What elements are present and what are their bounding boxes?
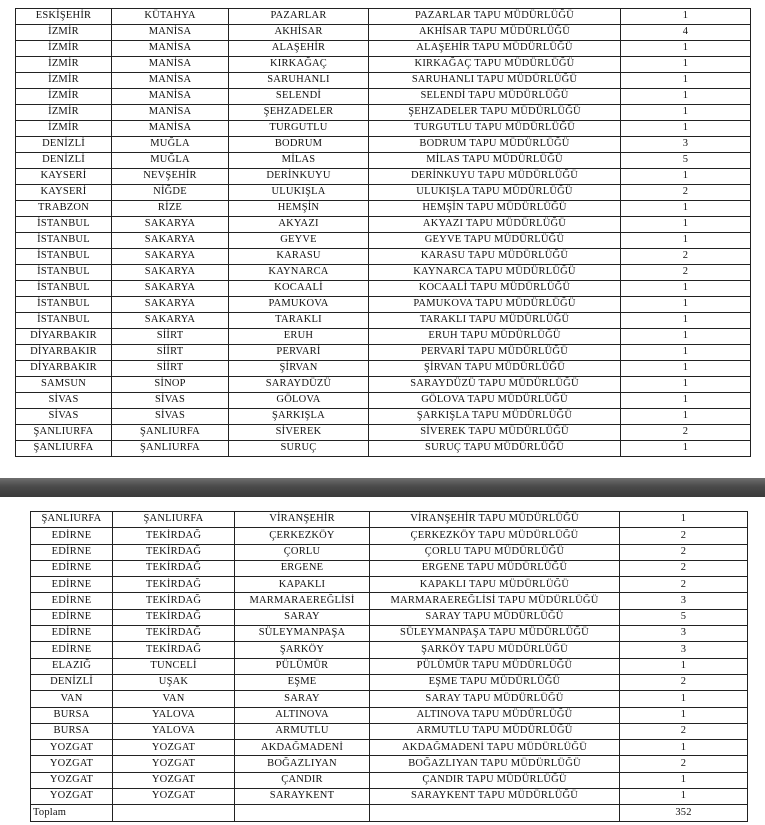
count-cell: 2 bbox=[620, 577, 748, 593]
province-cell: ŞANLIURFA bbox=[113, 512, 235, 528]
district-cell: ÇORLU bbox=[235, 544, 370, 560]
district-cell: PAZARLAR bbox=[229, 9, 369, 25]
count-cell: 1 bbox=[620, 789, 748, 805]
table-body bbox=[16, 9, 751, 457]
district-cell: SURUÇ bbox=[229, 441, 369, 457]
district-cell: SARAY bbox=[235, 691, 370, 707]
region-cell: VAN bbox=[31, 691, 113, 707]
district-cell: GEYVE bbox=[229, 233, 369, 249]
province-cell: TEKİRDAĞ bbox=[113, 560, 235, 576]
table-row bbox=[16, 9, 751, 25]
region-cell: YOZGAT bbox=[31, 740, 113, 756]
office-cell: ALAŞEHİR TAPU MÜDÜRLÜĞÜ bbox=[369, 41, 621, 57]
table-row bbox=[16, 169, 751, 185]
province-cell: TEKİRDAĞ bbox=[113, 593, 235, 609]
office-cell: AKYAZI TAPU MÜDÜRLÜĞÜ bbox=[369, 217, 621, 233]
province-cell: YOZGAT bbox=[113, 789, 235, 805]
office-cell: BOĞAZLIYAN TAPU MÜDÜRLÜĞÜ bbox=[370, 756, 620, 772]
table-row bbox=[16, 297, 751, 313]
count-cell: 1 bbox=[621, 329, 751, 345]
table-row bbox=[16, 41, 751, 57]
empty-cell bbox=[370, 805, 620, 821]
region-cell: DENİZLİ bbox=[16, 137, 112, 153]
count-cell: 1 bbox=[621, 393, 751, 409]
table-row bbox=[16, 441, 751, 457]
province-cell: MANİSA bbox=[112, 89, 229, 105]
table-row bbox=[31, 789, 748, 805]
region-cell: İSTANBUL bbox=[16, 297, 112, 313]
count-cell: 1 bbox=[621, 121, 751, 137]
office-cell: HEMŞİN TAPU MÜDÜRLÜĞÜ bbox=[369, 201, 621, 217]
region-cell: YOZGAT bbox=[31, 756, 113, 772]
district-cell: EŞME bbox=[235, 674, 370, 690]
office-cell: SARAYKENT TAPU MÜDÜRLÜĞÜ bbox=[370, 789, 620, 805]
office-cell: DERİNKUYU TAPU MÜDÜRLÜĞÜ bbox=[369, 169, 621, 185]
province-cell: YOZGAT bbox=[113, 756, 235, 772]
district-cell: HEMŞİN bbox=[229, 201, 369, 217]
office-cell: VİRANŞEHİR TAPU MÜDÜRLÜĞÜ bbox=[370, 512, 620, 528]
office-cell: PAMUKOVA TAPU MÜDÜRLÜĞÜ bbox=[369, 297, 621, 313]
province-cell: NİĞDE bbox=[112, 185, 229, 201]
region-cell: KAYSERİ bbox=[16, 169, 112, 185]
region-cell: EDİRNE bbox=[31, 642, 113, 658]
office-cell: SARUHANLI TAPU MÜDÜRLÜĞÜ bbox=[369, 73, 621, 89]
region-cell: İZMİR bbox=[16, 73, 112, 89]
table-row bbox=[31, 512, 748, 528]
office-cell: SÜLEYMANPAŞA TAPU MÜDÜRLÜĞÜ bbox=[370, 626, 620, 642]
office-cell: EŞME TAPU MÜDÜRLÜĞÜ bbox=[370, 674, 620, 690]
count-cell: 1 bbox=[620, 740, 748, 756]
count-cell: 2 bbox=[620, 723, 748, 739]
district-cell: ŞARKIŞLA bbox=[229, 409, 369, 425]
office-cell: ARMUTLU TAPU MÜDÜRLÜĞÜ bbox=[370, 723, 620, 739]
count-cell: 1 bbox=[621, 377, 751, 393]
region-cell: ESKİŞEHİR bbox=[16, 9, 112, 25]
count-cell: 1 bbox=[621, 441, 751, 457]
province-cell: YOZGAT bbox=[113, 772, 235, 788]
count-cell: 1 bbox=[621, 409, 751, 425]
office-cell: SARAY TAPU MÜDÜRLÜĞÜ bbox=[370, 691, 620, 707]
total-value: 352 bbox=[620, 805, 748, 821]
district-cell: ŞİRVAN bbox=[229, 361, 369, 377]
office-cell: PAZARLAR TAPU MÜDÜRLÜĞÜ bbox=[369, 9, 621, 25]
province-cell: SAKARYA bbox=[112, 281, 229, 297]
office-cell: SARAY TAPU MÜDÜRLÜĞÜ bbox=[370, 609, 620, 625]
count-cell: 1 bbox=[621, 313, 751, 329]
count-cell: 1 bbox=[620, 512, 748, 528]
table-row bbox=[31, 756, 748, 772]
province-cell: TEKİRDAĞ bbox=[113, 609, 235, 625]
table-row bbox=[31, 609, 748, 625]
region-cell: EDİRNE bbox=[31, 626, 113, 642]
region-cell: İZMİR bbox=[16, 41, 112, 57]
count-cell: 1 bbox=[621, 233, 751, 249]
document-page-2 bbox=[0, 497, 765, 825]
office-cell: ULUKIŞLA TAPU MÜDÜRLÜĞÜ bbox=[369, 185, 621, 201]
table-row bbox=[31, 658, 748, 674]
region-cell: SAMSUN bbox=[16, 377, 112, 393]
table-row bbox=[31, 740, 748, 756]
region-cell: EDİRNE bbox=[31, 577, 113, 593]
region-cell: ŞANLIURFA bbox=[16, 425, 112, 441]
region-cell: SİVAS bbox=[16, 393, 112, 409]
office-cell: GÖLOVA TAPU MÜDÜRLÜĞÜ bbox=[369, 393, 621, 409]
table-row bbox=[16, 233, 751, 249]
district-cell: PAMUKOVA bbox=[229, 297, 369, 313]
province-cell: TUNCELİ bbox=[113, 658, 235, 674]
table-row bbox=[16, 137, 751, 153]
count-cell: 1 bbox=[620, 658, 748, 674]
district-cell: MİLAS bbox=[229, 153, 369, 169]
region-cell: İSTANBUL bbox=[16, 281, 112, 297]
region-cell: EDİRNE bbox=[31, 593, 113, 609]
table-row bbox=[16, 313, 751, 329]
district-cell: TURGUTLU bbox=[229, 121, 369, 137]
count-cell: 1 bbox=[621, 41, 751, 57]
count-cell: 1 bbox=[621, 201, 751, 217]
table-row bbox=[16, 281, 751, 297]
table-row bbox=[16, 121, 751, 137]
region-cell: YOZGAT bbox=[31, 772, 113, 788]
table-row bbox=[31, 577, 748, 593]
page-separator bbox=[0, 478, 765, 497]
region-cell: SİVAS bbox=[16, 409, 112, 425]
count-cell: 3 bbox=[620, 642, 748, 658]
district-cell: ERGENE bbox=[235, 560, 370, 576]
office-cell: GEYVE TAPU MÜDÜRLÜĞÜ bbox=[369, 233, 621, 249]
province-cell: MANİSA bbox=[112, 25, 229, 41]
district-cell: ÇANDIR bbox=[235, 772, 370, 788]
province-cell: TEKİRDAĞ bbox=[113, 642, 235, 658]
province-cell: SAKARYA bbox=[112, 297, 229, 313]
office-cell: KIRKAĞAÇ TAPU MÜDÜRLÜĞÜ bbox=[369, 57, 621, 73]
office-cell: MİLAS TAPU MÜDÜRLÜĞÜ bbox=[369, 153, 621, 169]
count-cell: 4 bbox=[621, 25, 751, 41]
province-cell: SİVAS bbox=[112, 409, 229, 425]
office-cell: ŞARKIŞLA TAPU MÜDÜRLÜĞÜ bbox=[369, 409, 621, 425]
district-cell: SELENDİ bbox=[229, 89, 369, 105]
region-cell: İZMİR bbox=[16, 121, 112, 137]
province-cell: ŞANLIURFA bbox=[112, 441, 229, 457]
count-cell: 1 bbox=[621, 297, 751, 313]
count-cell: 3 bbox=[620, 626, 748, 642]
count-cell: 3 bbox=[621, 137, 751, 153]
province-cell: SİİRT bbox=[112, 329, 229, 345]
province-cell: ŞANLIURFA bbox=[112, 425, 229, 441]
count-cell: 2 bbox=[620, 674, 748, 690]
office-cell: SİVEREK TAPU MÜDÜRLÜĞÜ bbox=[369, 425, 621, 441]
table-row bbox=[16, 409, 751, 425]
table-row bbox=[16, 73, 751, 89]
district-cell: KARASU bbox=[229, 249, 369, 265]
empty-cell bbox=[113, 805, 235, 821]
table-row bbox=[16, 345, 751, 361]
region-cell: BURSA bbox=[31, 707, 113, 723]
count-cell: 2 bbox=[621, 425, 751, 441]
count-cell: 2 bbox=[621, 249, 751, 265]
region-cell: ŞANLIURFA bbox=[16, 441, 112, 457]
office-cell: ALTINOVA TAPU MÜDÜRLÜĞÜ bbox=[370, 707, 620, 723]
region-cell: İZMİR bbox=[16, 25, 112, 41]
province-cell: MUĞLA bbox=[112, 153, 229, 169]
table-row bbox=[16, 249, 751, 265]
count-cell: 1 bbox=[621, 169, 751, 185]
table-row bbox=[31, 560, 748, 576]
office-cell: PERVARİ TAPU MÜDÜRLÜĞÜ bbox=[369, 345, 621, 361]
region-cell: İSTANBUL bbox=[16, 233, 112, 249]
province-cell: UŞAK bbox=[113, 674, 235, 690]
province-cell: RİZE bbox=[112, 201, 229, 217]
district-cell: KAPAKLI bbox=[235, 577, 370, 593]
total-row bbox=[31, 805, 748, 821]
region-cell: EDİRNE bbox=[31, 560, 113, 576]
count-cell: 5 bbox=[620, 609, 748, 625]
district-cell: AKYAZI bbox=[229, 217, 369, 233]
region-cell: YOZGAT bbox=[31, 789, 113, 805]
region-cell: DİYARBAKIR bbox=[16, 345, 112, 361]
region-cell: EDİRNE bbox=[31, 528, 113, 544]
count-cell: 1 bbox=[621, 105, 751, 121]
district-cell: KIRKAĞAÇ bbox=[229, 57, 369, 73]
office-cell: AKHİSAR TAPU MÜDÜRLÜĞÜ bbox=[369, 25, 621, 41]
province-cell: SAKARYA bbox=[112, 217, 229, 233]
region-cell: EDİRNE bbox=[31, 544, 113, 560]
district-cell: PERVARİ bbox=[229, 345, 369, 361]
district-cell: PÜLÜMÜR bbox=[235, 658, 370, 674]
count-cell: 2 bbox=[620, 544, 748, 560]
district-cell: SARAYDÜZÜ bbox=[229, 377, 369, 393]
district-cell: SİVEREK bbox=[229, 425, 369, 441]
table-row bbox=[16, 201, 751, 217]
table-row bbox=[31, 642, 748, 658]
table-row bbox=[16, 265, 751, 281]
table-row bbox=[16, 105, 751, 121]
table-row bbox=[16, 89, 751, 105]
table-row bbox=[16, 377, 751, 393]
empty-cell bbox=[235, 805, 370, 821]
count-cell: 1 bbox=[621, 89, 751, 105]
count-cell: 2 bbox=[620, 560, 748, 576]
province-cell: YALOVA bbox=[113, 707, 235, 723]
district-cell: ULUKIŞLA bbox=[229, 185, 369, 201]
count-cell: 1 bbox=[620, 707, 748, 723]
office-cell: ÇORLU TAPU MÜDÜRLÜĞÜ bbox=[370, 544, 620, 560]
table-row bbox=[16, 217, 751, 233]
province-cell: TEKİRDAĞ bbox=[113, 626, 235, 642]
province-cell: YALOVA bbox=[113, 723, 235, 739]
province-cell: SİİRT bbox=[112, 345, 229, 361]
district-cell: SARAYKENT bbox=[235, 789, 370, 805]
count-cell: 1 bbox=[621, 281, 751, 297]
province-cell: NEVŞEHİR bbox=[112, 169, 229, 185]
province-cell: YOZGAT bbox=[113, 740, 235, 756]
office-cell: TARAKLI TAPU MÜDÜRLÜĞÜ bbox=[369, 313, 621, 329]
table-row bbox=[16, 361, 751, 377]
region-cell: DİYARBAKIR bbox=[16, 361, 112, 377]
province-cell: SAKARYA bbox=[112, 249, 229, 265]
table-row bbox=[16, 25, 751, 41]
region-cell: ŞANLIURFA bbox=[31, 512, 113, 528]
count-cell: 1 bbox=[620, 772, 748, 788]
office-cell: SURUÇ TAPU MÜDÜRLÜĞÜ bbox=[369, 441, 621, 457]
table-row bbox=[31, 691, 748, 707]
count-cell: 1 bbox=[621, 57, 751, 73]
district-cell: GÖLOVA bbox=[229, 393, 369, 409]
table-row bbox=[16, 153, 751, 169]
count-cell: 1 bbox=[621, 9, 751, 25]
district-cell: BOĞAZLIYAN bbox=[235, 756, 370, 772]
office-cell: ŞİRVAN TAPU MÜDÜRLÜĞÜ bbox=[369, 361, 621, 377]
count-cell: 2 bbox=[621, 185, 751, 201]
province-cell: SİİRT bbox=[112, 361, 229, 377]
province-cell: TEKİRDAĞ bbox=[113, 577, 235, 593]
district-cell: VİRANŞEHİR bbox=[235, 512, 370, 528]
district-cell: AKDAĞMADENİ bbox=[235, 740, 370, 756]
office-cell: SARAYDÜZÜ TAPU MÜDÜRLÜĞÜ bbox=[369, 377, 621, 393]
count-cell: 2 bbox=[620, 528, 748, 544]
table-row bbox=[16, 57, 751, 73]
region-cell: İZMİR bbox=[16, 105, 112, 121]
office-cell: ÇERKEZKÖY TAPU MÜDÜRLÜĞÜ bbox=[370, 528, 620, 544]
province-cell: KÜTAHYA bbox=[112, 9, 229, 25]
region-cell: BURSA bbox=[31, 723, 113, 739]
office-cell: KAPAKLI TAPU MÜDÜRLÜĞÜ bbox=[370, 577, 620, 593]
district-cell: ÇERKEZKÖY bbox=[235, 528, 370, 544]
region-cell: DENİZLİ bbox=[16, 153, 112, 169]
office-cell: ŞARKÖY TAPU MÜDÜRLÜĞÜ bbox=[370, 642, 620, 658]
office-cell: KOCAALİ TAPU MÜDÜRLÜĞÜ bbox=[369, 281, 621, 297]
district-cell: BODRUM bbox=[229, 137, 369, 153]
district-cell: KAYNARCA bbox=[229, 265, 369, 281]
province-cell: MUĞLA bbox=[112, 137, 229, 153]
province-cell: TEKİRDAĞ bbox=[113, 544, 235, 560]
office-cell: SELENDİ TAPU MÜDÜRLÜĞÜ bbox=[369, 89, 621, 105]
region-cell: İSTANBUL bbox=[16, 313, 112, 329]
province-cell: SİVAS bbox=[112, 393, 229, 409]
district-cell: MARMARAEREĞLİSİ bbox=[235, 593, 370, 609]
province-cell: MANİSA bbox=[112, 57, 229, 73]
office-cell: KARASU TAPU MÜDÜRLÜĞÜ bbox=[369, 249, 621, 265]
district-cell: SARUHANLI bbox=[229, 73, 369, 89]
count-cell: 1 bbox=[621, 361, 751, 377]
province-cell: MANİSA bbox=[112, 41, 229, 57]
count-cell: 2 bbox=[621, 265, 751, 281]
district-cell: ERUH bbox=[229, 329, 369, 345]
district-cell: ŞEHZADELER bbox=[229, 105, 369, 121]
count-cell: 1 bbox=[620, 691, 748, 707]
district-cell: TARAKLI bbox=[229, 313, 369, 329]
table-row bbox=[16, 393, 751, 409]
province-cell: MANİSA bbox=[112, 121, 229, 137]
region-cell: İZMİR bbox=[16, 57, 112, 73]
region-cell: TRABZON bbox=[16, 201, 112, 217]
region-cell: DENİZLİ bbox=[31, 674, 113, 690]
table-row bbox=[31, 772, 748, 788]
count-cell: 1 bbox=[621, 217, 751, 233]
office-cell: ERGENE TAPU MÜDÜRLÜĞÜ bbox=[370, 560, 620, 576]
province-cell: TEKİRDAĞ bbox=[113, 528, 235, 544]
district-cell: SARAY bbox=[235, 609, 370, 625]
region-cell: DİYARBAKIR bbox=[16, 329, 112, 345]
region-cell: EDİRNE bbox=[31, 609, 113, 625]
district-cell: ARMUTLU bbox=[235, 723, 370, 739]
region-cell: İSTANBUL bbox=[16, 217, 112, 233]
office-cell: ERUH TAPU MÜDÜRLÜĞÜ bbox=[369, 329, 621, 345]
district-cell: ALAŞEHİR bbox=[229, 41, 369, 57]
district-cell: ALTINOVA bbox=[235, 707, 370, 723]
office-cell: ŞEHZADELER TAPU MÜDÜRLÜĞÜ bbox=[369, 105, 621, 121]
count-cell: 2 bbox=[620, 756, 748, 772]
count-cell: 1 bbox=[621, 345, 751, 361]
count-cell: 1 bbox=[621, 73, 751, 89]
province-cell: SAKARYA bbox=[112, 233, 229, 249]
table-row bbox=[16, 185, 751, 201]
table-row bbox=[31, 707, 748, 723]
office-cell: MARMARAEREĞLİSİ TAPU MÜDÜRLÜĞÜ bbox=[370, 593, 620, 609]
province-cell: SAKARYA bbox=[112, 265, 229, 281]
office-cell: BODRUM TAPU MÜDÜRLÜĞÜ bbox=[369, 137, 621, 153]
district-cell: ŞARKÖY bbox=[235, 642, 370, 658]
table-row bbox=[31, 723, 748, 739]
count-cell: 3 bbox=[620, 593, 748, 609]
table-row bbox=[16, 425, 751, 441]
table-body bbox=[31, 512, 748, 822]
allocation-table-1 bbox=[15, 8, 751, 457]
region-cell: İSTANBUL bbox=[16, 265, 112, 281]
region-cell: İSTANBUL bbox=[16, 249, 112, 265]
district-cell: DERİNKUYU bbox=[229, 169, 369, 185]
allocation-table-2 bbox=[30, 511, 748, 822]
count-cell: 5 bbox=[621, 153, 751, 169]
region-cell: İZMİR bbox=[16, 89, 112, 105]
office-cell: ÇANDIR TAPU MÜDÜRLÜĞÜ bbox=[370, 772, 620, 788]
district-cell: SÜLEYMANPAŞA bbox=[235, 626, 370, 642]
office-cell: AKDAĞMADENİ TAPU MÜDÜRLÜĞÜ bbox=[370, 740, 620, 756]
province-cell: MANİSA bbox=[112, 73, 229, 89]
office-cell: TURGUTLU TAPU MÜDÜRLÜĞÜ bbox=[369, 121, 621, 137]
region-cell: ELAZIĞ bbox=[31, 658, 113, 674]
province-cell: MANİSA bbox=[112, 105, 229, 121]
district-cell: AKHİSAR bbox=[229, 25, 369, 41]
province-cell: VAN bbox=[113, 691, 235, 707]
table-row bbox=[31, 626, 748, 642]
office-cell: PÜLÜMÜR TAPU MÜDÜRLÜĞÜ bbox=[370, 658, 620, 674]
province-cell: SAKARYA bbox=[112, 313, 229, 329]
table-row bbox=[31, 544, 748, 560]
table-row bbox=[16, 329, 751, 345]
table-row bbox=[31, 528, 748, 544]
district-cell: KOCAALİ bbox=[229, 281, 369, 297]
region-cell: KAYSERİ bbox=[16, 185, 112, 201]
total-label: Toplam bbox=[31, 805, 113, 821]
office-cell: KAYNARCA TAPU MÜDÜRLÜĞÜ bbox=[369, 265, 621, 281]
province-cell: SİNOP bbox=[112, 377, 229, 393]
table-row bbox=[31, 674, 748, 690]
table-row bbox=[31, 593, 748, 609]
